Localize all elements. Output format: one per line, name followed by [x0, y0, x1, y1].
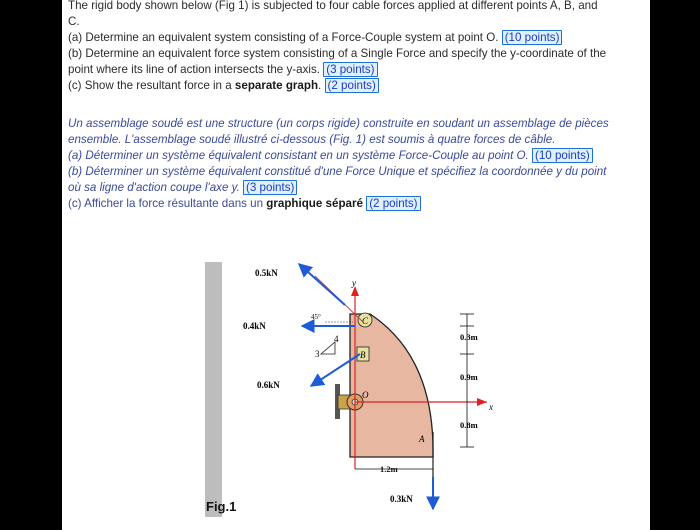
dim-label-0.3m: 0.3m: [460, 332, 478, 342]
slope-4-label: 4: [334, 334, 339, 344]
english-part-c-pre: (c) Show the resultant force in a: [68, 79, 232, 92]
french-part-a: [68, 148, 643, 164]
right-black-margin: [650, 0, 700, 530]
english-part-a-points: (10 points): [502, 30, 563, 45]
point-B-label: B: [360, 350, 366, 360]
english-part-c: [68, 78, 643, 94]
english-intro-line2: C.: [68, 15, 80, 28]
dim-label-1.2m: 1.2m: [380, 464, 398, 474]
english-part-c-bold: separate graph: [234, 79, 319, 92]
figure-caption: Fig.1: [206, 499, 237, 514]
french-part-b-text2: où sa ligne d'action coupe l'axe y.: [68, 181, 240, 194]
point-A-label: A: [419, 434, 425, 444]
french-part-a-text: (a) Déterminer un système équivalent consistant en un système Force-Couple au point O.: [68, 149, 529, 162]
dim-label-0.9m: 0.9m: [460, 372, 478, 382]
french-part-b-line1: (b) Déterminer un système équivalent constitué d'une Force Unique et spécifiez la coordonnée y du point: [68, 165, 607, 178]
french-part-b-points: (3 points): [243, 180, 297, 195]
french-part-a-points: (10 points): [532, 148, 593, 163]
french-intro-line1: Un assemblage soudé est une structure (un corps rigide) construite en soudant un assemblage de pièces: [68, 117, 609, 130]
english-part-c-points: (2 points): [325, 78, 379, 93]
force-label-0.6kN: 0.6kN: [257, 380, 280, 390]
x-axis-label: x: [489, 402, 493, 412]
english-part-a-text: (a) Determine an equivalent system consisting of a Force-Couple system at point O.: [68, 31, 499, 44]
english-part-b-points: (3 points): [323, 62, 377, 77]
force-label-0.5kN: 0.5kN: [255, 268, 278, 278]
english-intro-line1: The rigid body shown below (Fig 1) is subjected to four cable forces applied at different points A, B, and: [68, 0, 598, 12]
english-part-b-line2: [68, 62, 643, 78]
english-part-b-line1: (b) Determine an equivalent force system consisting of a Single Force and specify the y-coordinate of the: [68, 47, 607, 60]
french-part-c-pre: (c) Afficher la force résultante dans un: [68, 197, 264, 210]
dim-label-0.8m: 0.8m: [460, 420, 478, 430]
french-part-c-bold: graphique séparé: [266, 197, 363, 210]
slope-3-label: 3: [315, 349, 320, 359]
point-O-label: O: [362, 390, 369, 400]
english-part-b-text2: point where its line of action intersects the y-axis.: [68, 63, 320, 76]
force-label-0.4kN: 0.4kN: [243, 321, 266, 331]
english-part-a: [68, 30, 643, 46]
angle-label: 45°: [311, 313, 321, 321]
x-axis-arrowhead: [477, 398, 487, 406]
english-part-c-post: .: [318, 79, 322, 92]
left-black-margin: [0, 0, 62, 530]
force-arrow-0.5kN: [299, 264, 345, 305]
french-part-c-points: (2 points): [366, 196, 420, 211]
french-part-c: [68, 196, 643, 212]
figure-rigid-body: [205, 262, 493, 517]
point-C-label: C: [362, 316, 369, 326]
french-intro-line2: ensemble. L'assemblage soudé illustré ci-dessous (Fig. 1) est soumis à quatre forces de câble.: [68, 133, 556, 146]
slope-triangle: [321, 342, 335, 354]
french-part-b-line2: [68, 180, 643, 196]
force-label-0.3kN: 0.3kN: [390, 494, 413, 504]
y-axis-label: y: [352, 278, 356, 288]
problem-text: [68, 0, 643, 212]
wall: [205, 262, 222, 517]
